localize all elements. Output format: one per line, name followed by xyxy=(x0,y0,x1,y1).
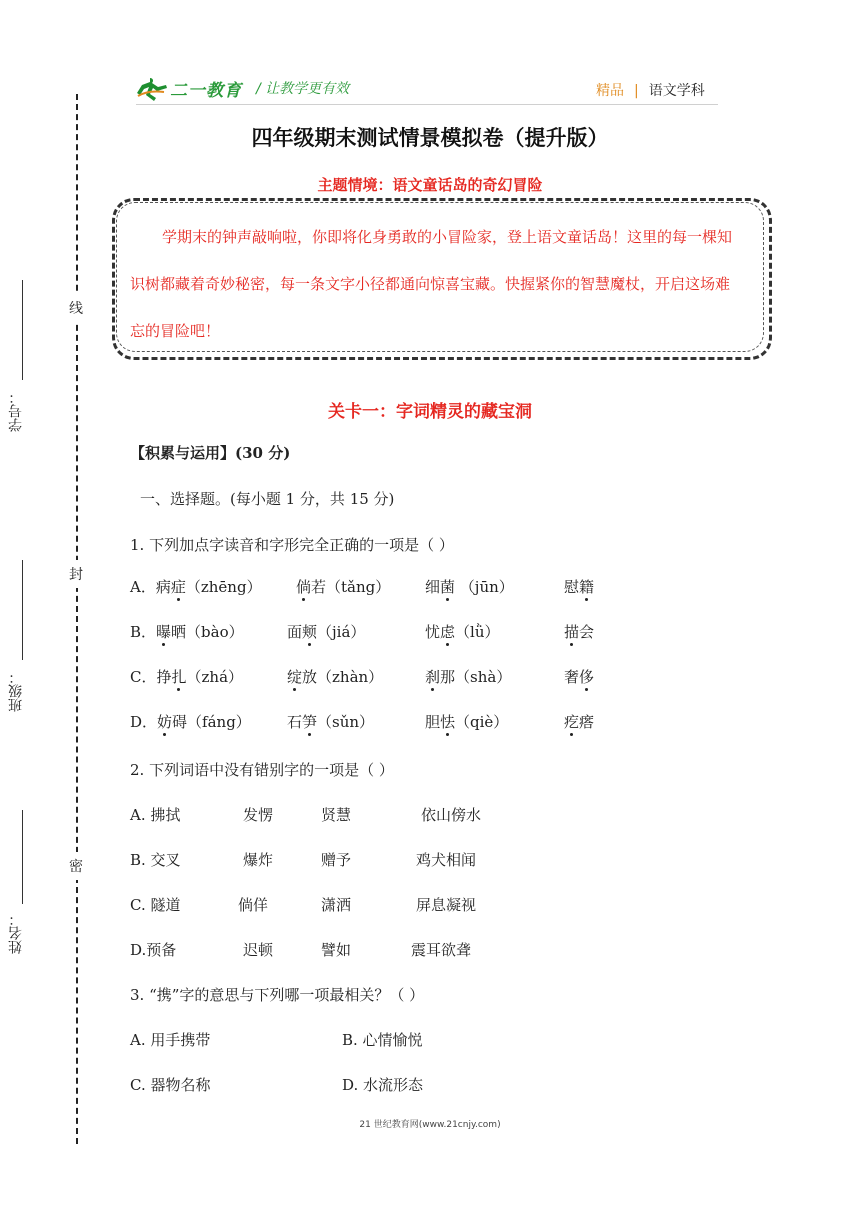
q3-option-c: C. 器物名称 xyxy=(130,1076,211,1094)
q1-option-a-2: 倘若（tǎng） xyxy=(296,578,391,596)
header-separator: | xyxy=(634,83,639,99)
level-heading: 关卡一：字词精灵的藏宝洞 xyxy=(328,402,532,422)
q2-option-a: A. 拂拭 xyxy=(130,806,181,824)
q1-option-d-4: 疙瘩 xyxy=(564,713,595,731)
q2-option-a-4: 依山傍水 xyxy=(421,806,482,824)
q1-option-c: C．挣扎（zhá） xyxy=(130,668,244,686)
class-underline xyxy=(22,560,23,660)
page-footer: 21 世纪教育网(www.21cnjy.com) xyxy=(359,1120,501,1130)
header-right xyxy=(596,80,705,100)
binding-char-line: 线 xyxy=(68,294,84,322)
q2-option-c-2: 倘佯 xyxy=(238,896,269,914)
question-3-stem: 3. “携”字的意思与下列哪一项最相关？（ ） xyxy=(130,986,425,1004)
theme-heading: 主题情境：语文童话岛的奇幻冒险 xyxy=(317,176,543,194)
binding-char-seal: 封 xyxy=(68,560,84,588)
q1-option-b: B．曝晒（bào） xyxy=(130,623,244,641)
q2-option-d-4: 震耳欲聋 xyxy=(411,941,472,959)
q2-option-c-4: 屏息凝视 xyxy=(416,896,477,914)
subject-tag: 语文学科 xyxy=(648,83,705,99)
question-1-stem: 1. 下列加点字读音和字形完全正确的一项是（ ） xyxy=(130,536,454,554)
q2-option-d: D.预备 xyxy=(130,941,177,959)
q3-option-b: B. 心情愉悦 xyxy=(342,1031,423,1049)
q1-option-b-3: 忧虑（lǜ） xyxy=(425,623,500,641)
student-no-underline xyxy=(22,280,23,380)
q1-option-b-2: 面颊（jiá） xyxy=(287,623,366,641)
q2-option-b-2: 爆炸 xyxy=(243,851,274,869)
student-no-label: 学号： xyxy=(8,390,24,432)
section-heading: 【积累与运用】(30 分) xyxy=(130,444,291,462)
quality-tag: 精品 xyxy=(596,83,624,99)
brand-slogan: / 让教学更有效 xyxy=(256,81,350,97)
q2-option-d-3: 譬如 xyxy=(321,941,352,959)
q1-option-b-4: 描会 xyxy=(564,623,595,641)
q2-option-c-3: 潇洒 xyxy=(321,896,352,914)
q1-option-c-2: 绽放（zhàn） xyxy=(287,668,384,686)
binding-dashed-line xyxy=(76,94,78,1144)
q1-option-d-2: 石笋（sǔn） xyxy=(287,713,375,731)
q2-option-b-3: 赠予 xyxy=(321,851,352,869)
q2-option-d-2: 迟顿 xyxy=(243,941,274,959)
q1-option-a: A．病症（zhēng） xyxy=(130,578,262,596)
q1-option-c-3: 刹那（shà） xyxy=(425,668,512,686)
q1-option-d: D．妨碍（fáng） xyxy=(130,713,251,731)
q2-option-b: B. 交叉 xyxy=(130,851,181,869)
q1-option-a-3: 细菌 （jūn） xyxy=(425,578,514,596)
intro-text: 学期末的钟声敲响啦，你即将化身勇敢的小冒险家，登上语文童话岛！这里的每一棵知识树都藏着奇妙秘密，每一条文字小径都通向惊喜宝藏。快握紧你的智慧魔杖，开启这场难忘的冒险吧！ xyxy=(130,228,733,340)
part-heading: 一、选择题。(每小题 1 分，共 15 分) xyxy=(140,490,395,508)
q2-option-a-3: 贤慧 xyxy=(321,806,352,824)
q1-option-a-4: 慰籍 xyxy=(564,578,595,596)
q1-option-c-4: 奢侈 xyxy=(564,668,595,686)
q2-option-b-4: 鸡犬相闻 xyxy=(416,851,477,869)
header-divider xyxy=(136,104,718,105)
q2-option-a-2: 发愣 xyxy=(243,806,274,824)
q3-option-a: A. 用手携带 xyxy=(130,1031,211,1049)
q1-option-d-3: 胆怯（qiè） xyxy=(425,713,509,731)
binding-char-secret: 密 xyxy=(68,852,84,880)
q3-option-d: D. 水流形态 xyxy=(342,1076,424,1094)
class-label: 班级： xyxy=(8,670,24,712)
question-2-stem: 2. 下列词语中没有错别字的一项是（ ） xyxy=(130,761,394,779)
name-label: 姓名： xyxy=(8,912,24,954)
page-title: 四年级期末测试情景模拟卷（提升版） xyxy=(251,125,609,150)
q2-option-c: C. 隧道 xyxy=(130,896,181,914)
brand-name: 二一教育 xyxy=(170,81,242,101)
name-underline xyxy=(22,810,23,904)
